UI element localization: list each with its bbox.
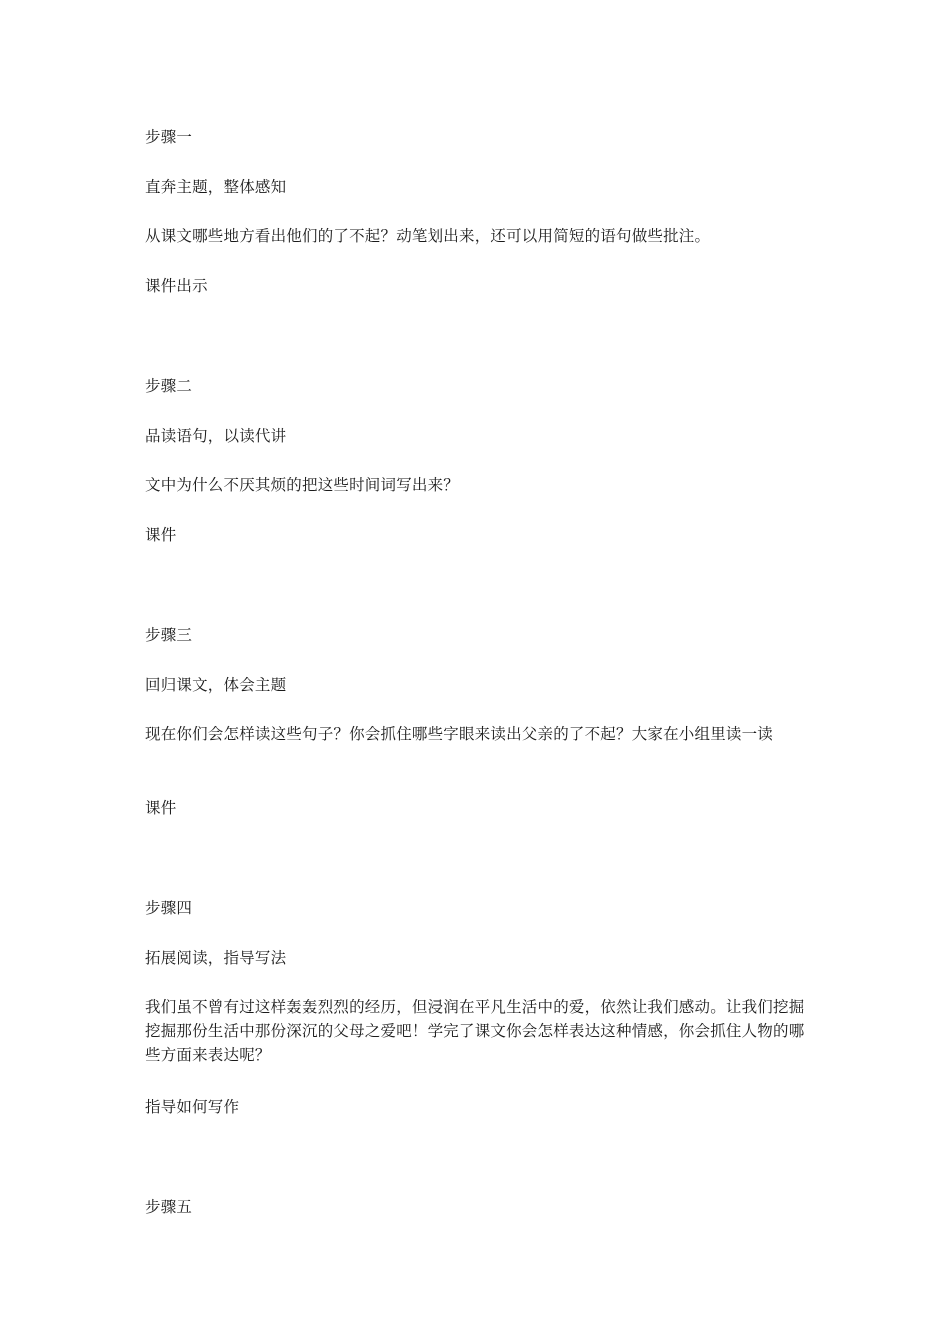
step-2-body: 文中为什么不厌其烦的把这些时间词写出来？ [145,476,460,494]
step-3-heading: 步骤三 [145,626,193,644]
step-2-subtitle: 品读语句，以读代讲 [145,427,287,445]
step-4-heading: 步骤四 [145,899,193,917]
step-5-heading: 步骤五 [145,1198,193,1216]
step-3-subtitle: 回归课文，体会主题 [145,676,287,694]
step-3-note: 课件 [145,799,177,817]
step-4-subtitle: 拓展阅读，指导写法 [145,949,287,967]
step-1-subtitle: 直奔主题，整体感知 [145,178,287,196]
step-2-note: 课件 [145,526,177,544]
step-4-body: 我们虽不曾有过这样轰轰烈烈的经历，但浸润在平凡生活中的爱，依然让我们感动。让我们挖掘挖掘那份生活中那份深沉的父母之爱吧！学完了课文你会怎样表达这种情感，你会抓住人物的哪些方面来表达呢？ [145,998,805,1064]
step-3-body: 现在你们会怎样读这些句子？你会抓住哪些字眼来读出父亲的了不起？大家在小组里读一读 [145,725,774,743]
step-4-note: 指导如何写作 [145,1098,240,1116]
step-2-heading: 步骤二 [145,377,193,395]
step-1-body: 从课文哪些地方看出他们的了不起？动笔划出来，还可以用简短的语句做些批注。 [145,227,711,245]
step-1-note: 课件出示 [145,277,208,295]
step-1-heading: 步骤一 [145,128,193,146]
